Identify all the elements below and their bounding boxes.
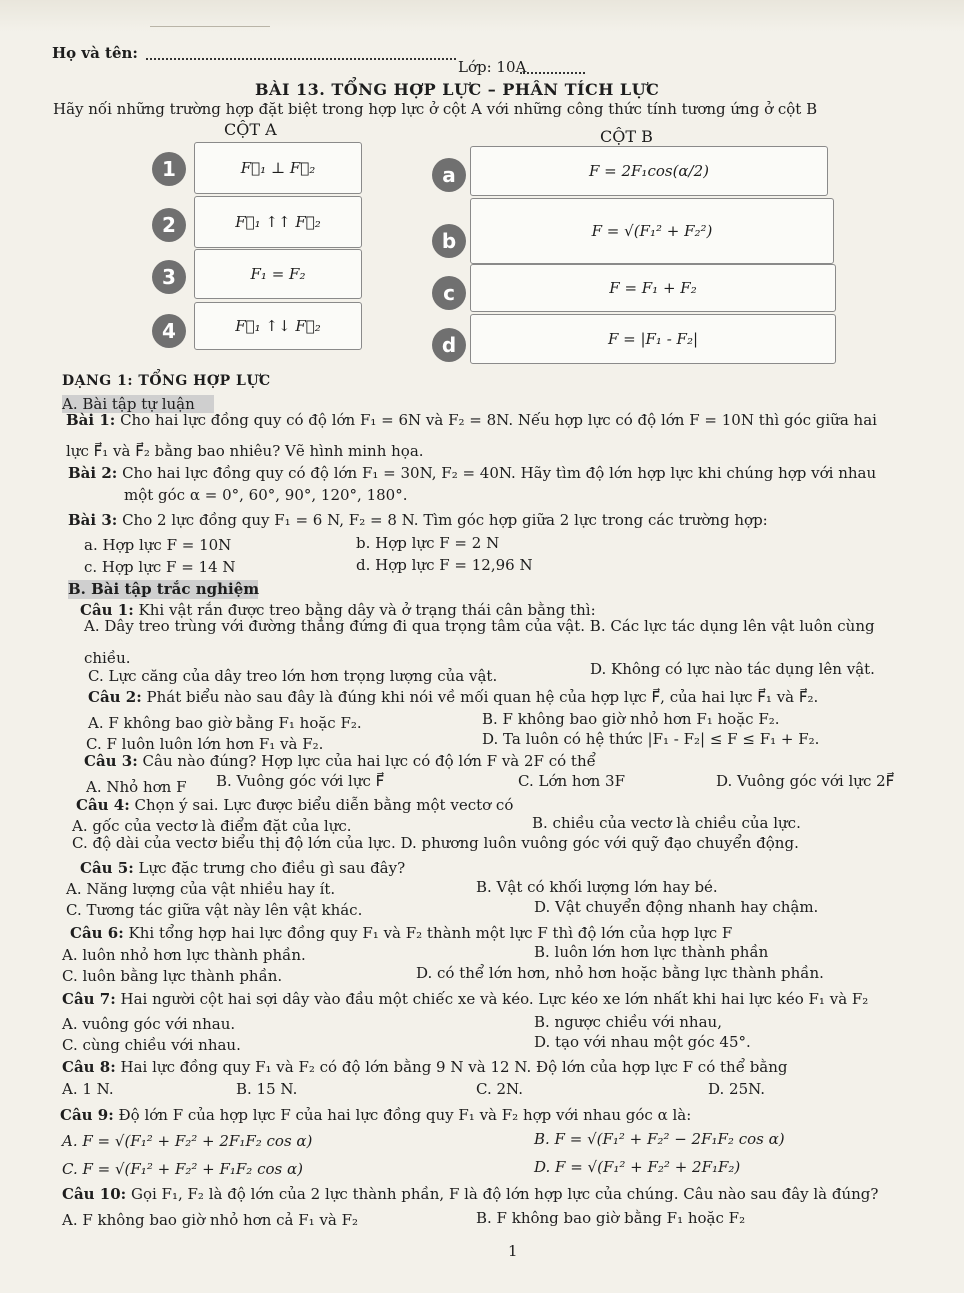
page-number: 1 bbox=[508, 1242, 518, 1260]
section-heading: DẠNG 1: TỔNG HỢP LỰC bbox=[62, 373, 271, 389]
exercise-2-line-2: một góc α = 0°, 60°, 90°, 120°, 180°. bbox=[124, 486, 408, 504]
question-8-option-a: A. 1 N. bbox=[62, 1080, 114, 1098]
question-1-option-a: A. Dây treo trùng với đường thẳng đứng đi qua trọng tâm của vật. B. Các lực tác dụng lên vật luôn cùng bbox=[84, 617, 875, 635]
col-a-number-2: 2 bbox=[152, 208, 186, 242]
exercise-3-label: Bài 3: bbox=[68, 511, 118, 529]
question-2-option-a: A. F không bao giờ bằng F₁ hoặc F₂. bbox=[88, 714, 362, 732]
question-2 bbox=[88, 688, 818, 706]
question-5-option-c: C. Tương tác giữa vật này lên vật khác. bbox=[66, 901, 363, 919]
question-9-option-d: D. F = √(F₁² + F₂² + 2F₁F₂) bbox=[534, 1158, 741, 1176]
question-6-option-b: B. luôn lớn hơn lực thành phần bbox=[534, 943, 769, 961]
page-title: BÀI 13. TỔNG HỢP LỰC – PHÂN TÍCH LỰC bbox=[255, 80, 660, 99]
question-3-text: Câu nào đúng? Hợp lực của hai lực có độ lớn F và 2F có thể bbox=[137, 752, 596, 770]
question-8-text: Hai lực đồng quy F₁ và F₂ có độ lớn bằng 9 N và 12 N. Độ lớn của hợp lực F có thể bằng bbox=[115, 1058, 788, 1076]
question-5-option-b: B. Vật có khối lượng lớn hay bé. bbox=[476, 878, 718, 896]
col-a-item-1: F⃗₁ ⊥ F⃗₂ bbox=[194, 142, 362, 194]
question-4-option-c: C. độ dài của vectơ biểu thị độ lớn của lực. D. phương luôn vuông góc với quỹ đạo chuyển động. bbox=[72, 834, 799, 852]
col-b-item-b: F = √(F₁² + F₂²) bbox=[470, 198, 834, 264]
column-b-title: CỘT B bbox=[600, 127, 653, 146]
question-8-option-b: B. 15 N. bbox=[236, 1080, 298, 1098]
question-7-text: Hai người cột hai sợi dây vào đầu một chiếc xe và kéo. Lực kéo xe lớn nhất khi hai lực kéo F₁ và F₂ bbox=[115, 990, 869, 1008]
question-2-text: Phát biểu nào sau đây là đúng khi nói về mối quan hệ của hợp lực F⃗, của hai lực F⃗₁ và F⃗₂. bbox=[141, 688, 819, 706]
question-5-option-d: D. Vật chuyển động nhanh hay chậm. bbox=[534, 898, 819, 916]
question-10-option-a: A. F không bao giờ nhỏ hơn cả F₁ và F₂ bbox=[62, 1211, 359, 1229]
question-7-option-b: B. ngược chiều với nhau, bbox=[534, 1013, 722, 1031]
question-7-label: Câu 7: bbox=[62, 990, 116, 1008]
question-4-option-a: A. gốc của vectơ là điểm đặt của lực. bbox=[72, 817, 352, 835]
subsection-b-heading: B. Bài tập trắc nghiệm bbox=[68, 580, 260, 598]
question-8-option-c: C. 2N. bbox=[476, 1080, 523, 1098]
col-b-letter-c: c bbox=[432, 276, 466, 310]
exercise-2-label: Bài 2: bbox=[68, 464, 118, 482]
exercise-2-text: Cho hai lực đồng quy có độ lớn F₁ = 30N, F₂ = 40N. Hãy tìm độ lớn hợp lực khi chúng hợp với nhau bbox=[117, 464, 877, 482]
question-9-text: Độ lớn F của hợp lực F của hai lực đồng quy F₁ và F₂ hợp với nhau góc α là: bbox=[113, 1106, 692, 1124]
class-dotted-line bbox=[520, 72, 585, 74]
question-2-option-c: C. F luôn luôn lớn hơn F₁ và F₂. bbox=[86, 735, 324, 753]
col-b-letter-d: d bbox=[432, 328, 466, 362]
class-label: Lớp: 10A bbox=[458, 58, 527, 76]
question-6-option-d: D. có thể lớn hơn, nhỏ hơn hoặc bằng lực thành phần. bbox=[416, 964, 824, 982]
col-b-letter-b: b bbox=[432, 224, 466, 258]
exercise-3-a: a. Hợp lực F = 10N bbox=[84, 536, 232, 554]
question-5 bbox=[80, 859, 405, 877]
question-4 bbox=[76, 796, 513, 814]
question-10-option-b: B. F không bao giờ bằng F₁ hoặc F₂ bbox=[476, 1209, 746, 1227]
exercise-3-b: b. Hợp lực F = 2 N bbox=[356, 534, 500, 552]
question-1-option-a-cont: chiều. bbox=[84, 649, 131, 667]
exercise-1-line-2: lực F⃗₁ và F⃗₂ bằng bao nhiêu? Vẽ hình minh họa. bbox=[66, 442, 424, 460]
question-5-text: Lực đặc trưng cho điều gì sau đây? bbox=[133, 859, 406, 877]
question-4-text: Chọn ý sai. Lực được biểu diễn bằng một vectơ có bbox=[129, 796, 514, 814]
question-4-label: Câu 4: bbox=[76, 796, 130, 814]
question-3-label: Câu 3: bbox=[84, 752, 138, 770]
exercise-1-label: Bài 1: bbox=[66, 411, 116, 429]
question-5-option-a: A. Năng lượng của vật nhiều hay ít. bbox=[66, 880, 336, 898]
question-8-option-d: D. 25N. bbox=[708, 1080, 766, 1098]
col-a-item-4: F⃗₁ ↑↓ F⃗₂ bbox=[194, 302, 362, 350]
exercise-2 bbox=[68, 464, 876, 482]
question-6-label: Câu 6: bbox=[70, 924, 124, 942]
question-1-label: Câu 1: bbox=[80, 601, 134, 619]
question-3 bbox=[84, 752, 596, 770]
col-a-number-4: 4 bbox=[152, 314, 186, 348]
name-dotted-line bbox=[146, 58, 456, 60]
question-8-label: Câu 8: bbox=[62, 1058, 116, 1076]
question-9-option-c: C. F = √(F₁² + F₂² + F₁F₂ cos α) bbox=[62, 1160, 303, 1178]
question-7-option-d: D. tạo với nhau một góc 45°. bbox=[534, 1033, 751, 1051]
question-7-option-a: A. vuông góc với nhau. bbox=[62, 1015, 236, 1033]
col-b-item-a: F = 2F₁cos(α/2) bbox=[470, 146, 828, 196]
column-a-title: CỘT A bbox=[224, 120, 277, 139]
question-1-text: Khi vật rắn được treo bằng dây và ở trạng thái cân bằng thì: bbox=[133, 601, 596, 619]
col-a-item-3: F₁ = F₂ bbox=[194, 249, 362, 299]
top-paper-strip bbox=[0, 0, 964, 32]
question-3-option-c: C. Lớn hơn 3F bbox=[518, 772, 625, 790]
question-2-label: Câu 2: bbox=[88, 688, 142, 706]
exercise-1-text: Cho hai lực đồng quy có độ lớn F₁ = 6N và F₂ = 8N. Nếu hợp lực có độ lớn F = 10N thì góc giữa hai bbox=[115, 411, 877, 429]
col-a-number-1: 1 bbox=[152, 152, 186, 186]
name-label: Họ và tên: bbox=[52, 44, 138, 62]
col-a-number-3: 3 bbox=[152, 260, 186, 294]
question-1-option-c: C. Lực căng của dây treo lớn hơn trọng lượng của vật. bbox=[88, 667, 498, 685]
question-3-option-b: B. Vuông góc với lực F⃗ bbox=[216, 772, 385, 790]
col-b-item-d: F = |F₁ - F₂| bbox=[470, 314, 836, 364]
question-6-option-c: C. luôn bằng lực thành phần. bbox=[62, 967, 283, 985]
top-stamp-decoration bbox=[150, 0, 270, 27]
col-a-item-2: F⃗₁ ↑↑ F⃗₂ bbox=[194, 196, 362, 248]
question-6-text: Khi tổng hợp hai lực đồng quy F₁ và F₂ thành một lực F thì độ lớn của hợp lực F bbox=[123, 924, 733, 942]
question-10-label: Câu 10: bbox=[62, 1185, 127, 1203]
question-2-option-b: B. F không bao giờ nhỏ hơn F₁ hoặc F₂. bbox=[482, 710, 780, 728]
question-4-option-b: B. chiều của vectơ là chiều của lực. bbox=[532, 814, 801, 832]
question-7 bbox=[62, 990, 868, 1008]
question-5-label: Câu 5: bbox=[80, 859, 134, 877]
col-b-letter-a: a bbox=[432, 158, 466, 192]
question-9-option-a: A. F = √(F₁² + F₂² + 2F₁F₂ cos α) bbox=[62, 1132, 313, 1150]
question-6-option-a: A. luôn nhỏ hơn lực thành phần. bbox=[62, 946, 306, 964]
subsection-a-heading: A. Bài tập tự luận bbox=[62, 395, 214, 413]
instruction-text: Hãy nối những trường hợp đặt biệt trong hợp lực ở cột A với những công thức tính tương ứng ở cột B bbox=[53, 100, 818, 118]
exercise-3-text: Cho 2 lực đồng quy F₁ = 6 N, F₂ = 8 N. Tìm góc hợp giữa 2 lực trong các trường hợp: bbox=[117, 511, 768, 529]
question-10 bbox=[62, 1185, 878, 1203]
question-1-option-d: D. Không có lực nào tác dụng lên vật. bbox=[590, 660, 875, 678]
question-6 bbox=[70, 924, 732, 942]
exercise-3 bbox=[68, 511, 768, 529]
question-3-option-a: A. Nhỏ hơn F bbox=[86, 778, 187, 796]
question-9-label: Câu 9: bbox=[60, 1106, 114, 1124]
question-10-text: Gọi F₁, F₂ là độ lớn của 2 lực thành phần, F là độ lớn hợp lực của chúng. Câu nào sau đây là đúng? bbox=[126, 1185, 879, 1203]
question-7-option-c: C. cùng chiều với nhau. bbox=[62, 1036, 241, 1054]
question-2-option-d: D. Ta luôn có hệ thức |F₁ - F₂| ≤ F ≤ F₁ + F₂. bbox=[482, 730, 820, 748]
col-b-item-c: F = F₁ + F₂ bbox=[470, 264, 836, 312]
question-8 bbox=[62, 1058, 788, 1076]
exercise-1 bbox=[66, 411, 877, 429]
question-9-option-b: B. F = √(F₁² + F₂² − 2F₁F₂ cos α) bbox=[534, 1130, 785, 1148]
exercise-3-c: c. Hợp lực F = 14 N bbox=[84, 558, 236, 576]
question-3-option-d: D. Vuông góc với lực 2F⃗ bbox=[716, 772, 895, 790]
exercise-3-d: d. Hợp lực F = 12,96 N bbox=[356, 556, 533, 574]
question-9 bbox=[60, 1106, 691, 1124]
